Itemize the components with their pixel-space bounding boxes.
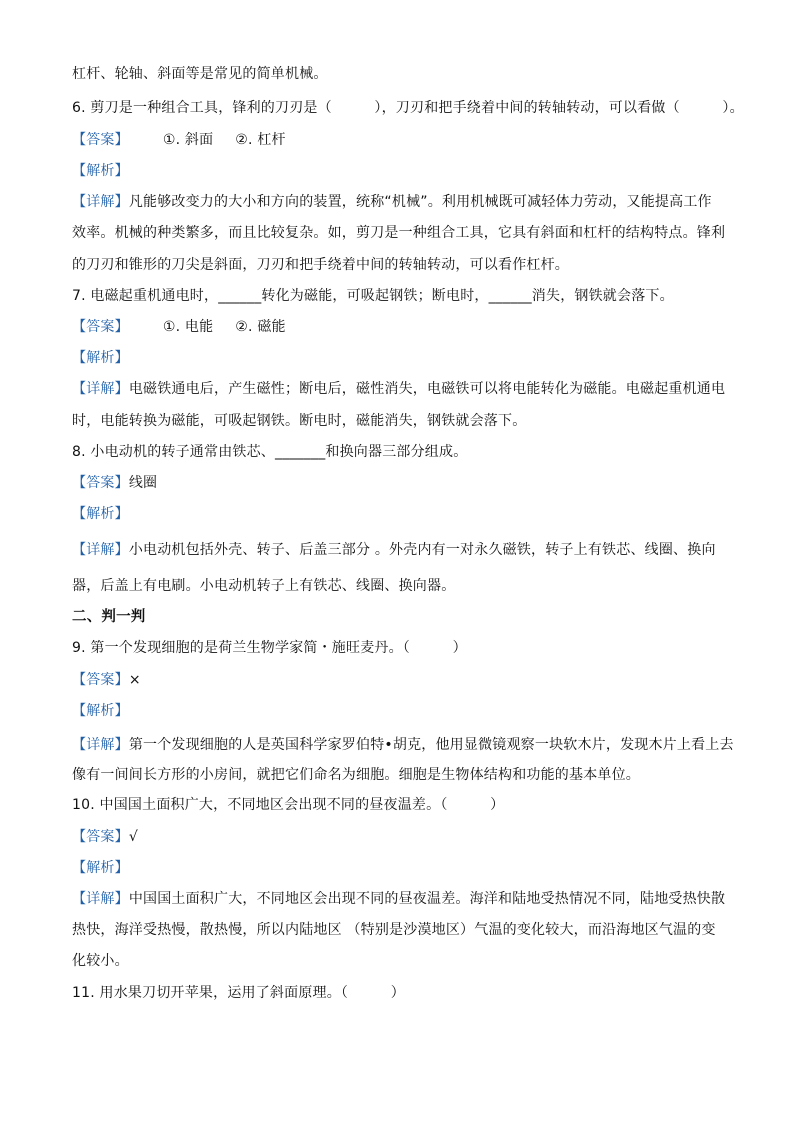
- detail-7-line-1: [72, 379, 732, 399]
- analysis-7-tag: [72, 348, 732, 368]
- answer-7-item-1: ①. 电能: [162, 319, 214, 335]
- question-11: 11. 用水果刀切开苹果，运用了斜面原理。（ ）: [72, 985, 405, 1001]
- detail-tag: 【详解】: [72, 891, 129, 907]
- answer-9-value: ×: [128, 672, 141, 688]
- analysis-6-tag: [72, 161, 732, 181]
- answer-10-value: √: [128, 829, 138, 845]
- detail-6-line-2: 效率。机械的种类繁多，而且比较复杂。如，剪刀是一种组合工具，它具有斜面和杠杆的结构特点。锋利: [72, 225, 726, 241]
- detail-6-line-1: [72, 192, 732, 212]
- answer-10-row: [72, 827, 732, 847]
- intro-line: 杠杆、轮轴、斜面等是常见的简单机械。: [72, 66, 328, 82]
- detail-9-line-2: 像有一间间长方形的小房间，就把它们命名为细胞。细胞是生物体结构和功能的基本单位。: [72, 767, 640, 783]
- answer-9-row: [72, 670, 732, 690]
- question-6: 6. 剪刀是一种组合工具，锋利的刀刃是（ ），刀刃和把手绕着中间的转轴转动，可以看做（ ）。: [72, 100, 744, 116]
- answer-7-row: [72, 317, 732, 337]
- question-8: 8. 小电动机的转子通常由铁芯、_______和换向器三部分组成。: [72, 444, 468, 460]
- answer-tag: 【答案】: [72, 475, 129, 491]
- analysis-tag: 【解析】: [72, 703, 129, 719]
- detail-9-line-1: [72, 735, 732, 755]
- answer-tag: 【答案】: [72, 132, 129, 148]
- question-10: 10. 中国国土面积广大，不同地区会出现不同的昼夜温差。（ ）: [72, 797, 505, 813]
- detail-text: 第一个发现细胞的人是英国科学家罗伯特•胡克，他用显微镜观察一块软木片，发现木片上看上去: [128, 737, 734, 753]
- detail-tag: 【详解】: [72, 542, 129, 558]
- detail-7-line-2: 时，电能转换为磁能，可吸起钢铁。断电时，磁能消失，钢铁就会落下。: [72, 413, 527, 429]
- analysis-tag: 【解析】: [72, 860, 129, 876]
- answer-6-item-1: ①. 斜面: [162, 132, 214, 148]
- detail-tag: 【详解】: [72, 194, 129, 210]
- detail-10-line-2: 热快，海洋受热慢，散热慢，所以内陆地区 （特别是沙漠地区）气温的变化较大，而沿海地区气温的变: [72, 922, 716, 938]
- analysis-tag: 【解析】: [72, 350, 129, 366]
- answer-6-row: [72, 130, 732, 150]
- detail-text: 中国国土面积广大，不同地区会出现不同的昼夜温差。海洋和陆地受热情况不同，陆地受热快散: [128, 891, 726, 907]
- analysis-tag: 【解析】: [72, 163, 129, 179]
- detail-text: 凡能够改变力的大小和方向的装置，统称“机械”。利用机械既可减轻体力劳动，又能提高工作: [128, 194, 712, 210]
- detail-6-line-3: 的刀刃和锥形的刀尖是斜面，刀刃和把手绕着中间的转轴转动，可以看作杠杆。: [72, 257, 569, 273]
- analysis-10-tag: [72, 858, 732, 878]
- answer-7-item-2: ②. 磁能: [235, 319, 286, 335]
- answer-tag: 【答案】: [72, 319, 129, 335]
- detail-10-line-1: [72, 889, 732, 909]
- detail-8-line-1: [72, 540, 732, 560]
- question-9: 9. 第一个发现细胞的是荷兰生物学家简・施旺麦丹。（ ）: [72, 640, 467, 656]
- answer-8-row: [72, 473, 732, 493]
- question-7: 7. 电磁起重机通电时，______转化为磁能，可吸起钢铁；断电时，______消失，钢铁就会落下。: [72, 288, 674, 304]
- analysis-tag: 【解析】: [72, 506, 129, 522]
- detail-8-line-2: 器，后盖上有电刷。小电动机转子上有铁芯、线圈、换向器。: [72, 578, 456, 594]
- answer-6-item-2: ②. 杠杆: [235, 132, 286, 148]
- answer-8-value: 线圈: [128, 475, 158, 491]
- detail-tag: 【详解】: [72, 381, 129, 397]
- detail-text: 小电动机包括外壳、转子、后盖三部分 。外壳内有一对永久磁铁，转子上有铁芯、线圈、换向: [128, 542, 716, 558]
- answer-tag: 【答案】: [72, 829, 129, 845]
- section-title: 二、判一判: [72, 609, 146, 625]
- detail-10-line-3: 化较小。: [72, 953, 129, 969]
- analysis-9-tag: [72, 701, 732, 721]
- detail-tag: 【详解】: [72, 737, 129, 753]
- answer-tag: 【答案】: [72, 672, 129, 688]
- detail-text: 电磁铁通电后，产生磁性；断电后，磁性消失，电磁铁可以将电能转化为磁能。电磁起重机通电: [128, 381, 726, 397]
- analysis-8-tag: [72, 504, 732, 524]
